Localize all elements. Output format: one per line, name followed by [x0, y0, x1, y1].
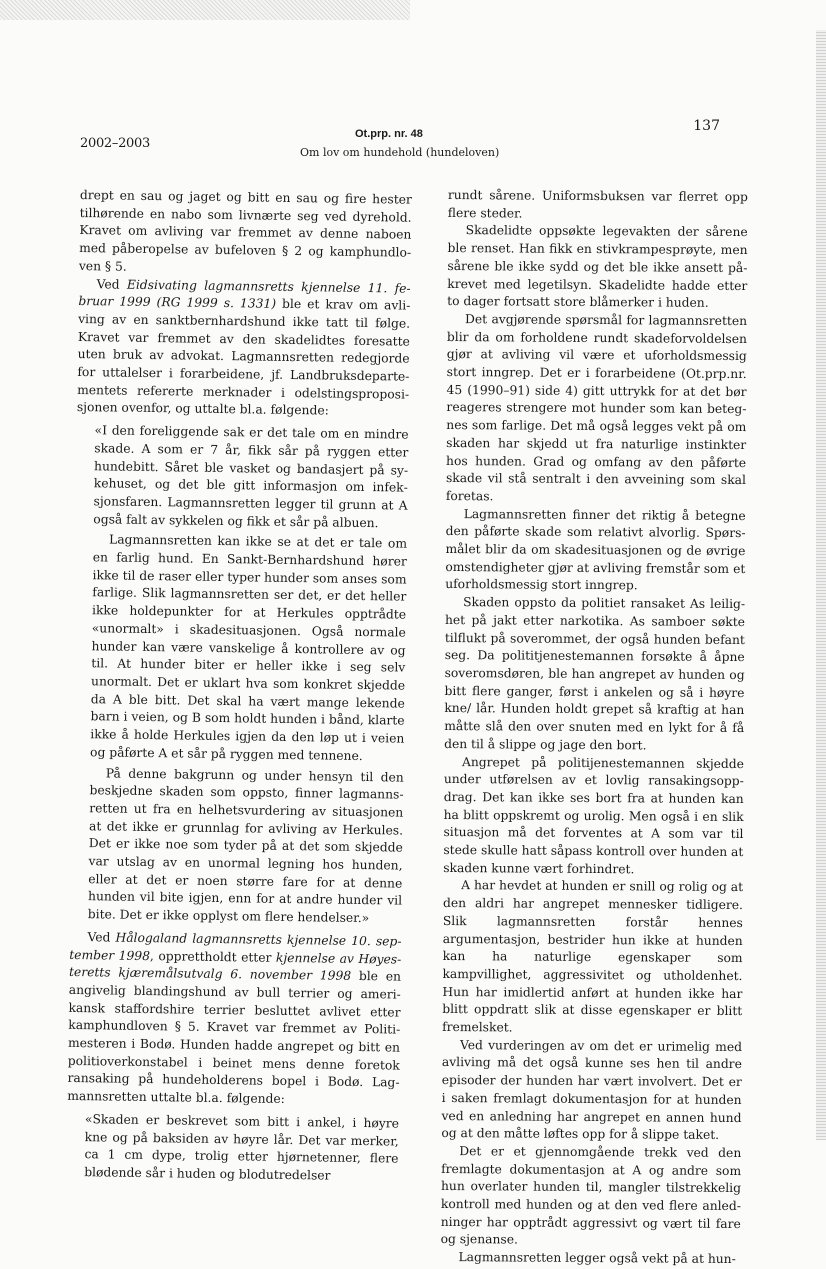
quote-paragraph: På denne bakgrunn og under hensyn til den beskjedne skaden som oppsto, finner lagmannsretten ut fra en helhetsvurdering av situasjonen at det ikke er grunnlag for avliving av Herkules. Det er ikke noe som tyder på at det som skjedde var utslag av en unormal legning hos hunden, eller at det er noen større fare for at denne hunden vil bite igjen, enn for at andre hunder vil bite. Det er ikke opplyst om flere hendelser.»: [87, 765, 404, 926]
paragraph: Lagmannsretten finner det riktig å betegne den påførte skade som relativt alvorlig. Spørsmålet blir da om skadesituasjonen og de øvrige omstendigheter gjør at avliving fremstår som et uforholdsmessig stort inngrep.: [445, 506, 746, 593]
paragraph: A har hevdet at hunden er snill og rolig og at den aldri har angrepet mennesker tidligere. Slik lagmannsretten forstår hennes argumentasjon, bestrider hun ikke at hunden kan ha naturlige egenskaper som kampvillighet, aggressivitet og utholdenhet. Hun har imidlertid anført at hunden ikke har blitt oppdratt slik at disse egenskaper er blitt fremelsket.: [442, 878, 744, 1035]
paragraph: Skadelidte oppsøkte legevakten der sårene ble renset. Han fikk en stivkrampesprøyte, men sårene ble ikke sydd og det ble ikke ansett påkrevet med legetilsyn. Skadelidte hadde etter to dager fortsatt store blåmerker i huden.: [447, 223, 748, 311]
right-column: [440, 187, 748, 1269]
paragraph: Ved Eidsivating lagmannsretts kjennelse 11. februar 1999 (RG 1999 s. 1331) ble et krav om avliving av en sanktbernhardshund ikke tatt til følge. Kravet var fremmet av den skadelidtes foresatte uten bruk av advokat. Lagmannsretten redegjorde for uttalelser i forarbeidene, jf. Landbruksdepartementets refererte merknader i odelstingsproposisjonen ovenfor, og uttalte bl.a. følgende:: [76, 276, 411, 418]
document-subtitle: Om lov om hundehold (hundeloven): [300, 146, 500, 159]
scan-edge-right: [816, 30, 826, 1140]
paragraph: Det er et gjennomgående trekk ved den fremlagte dokumentasjon at A og andre som hun overlater hunden til, mangler tilstrekkelig kontroll med hunden og at den ved flere anledninger har opptrådt aggressivt og vært til fare og sjenanse.: [440, 1144, 742, 1247]
paragraph: rundt sårene. Uniformsbuksen var flerret opp flere steder.: [447, 187, 748, 221]
paragraph: Det avgjørende spørsmål for lagmannsretten blir da om forholdene rundt skadeforvoldelsen gjør at avliving vil være et uforholdsmessig stort inngrep. Det er i forarbeidene (Ot.prp.nr. 45 (1990–91) side 4) gitt uttrykk for at det bør reageres strengere mot hunder som kan betegnes som farlige. Det må også legges vekt på om skaden har skjedd ut fra naturlige instinkter hos hunden. Grad og omfang av den påførte skade vil stå sentralt i den avveining som skal foretas.: [445, 312, 748, 504]
quote-paragraph: «Skaden er beskrevet som bitt i ankel, i høyre kne og på baksiden av høyre lår. Det var merker, ca 1 cm dype, trolig etter hjørnetenner, flere blødende sår i huden og blodutredelser: [84, 1112, 400, 1183]
paragraph: Skaden oppsto da politiet ransaket As leilighet på jakt etter narkotika. As samboer søkte tilflukt på soverommet, der også hunden befant seg. Da polititjenestemannen forsøkte å åpne soveromsdøren, ble han angrepet av hunden og bitt flere ganger, først i ankelen og så i høyre kne/ lår. Hunden holdt grepet så kraftig at han måtte slå den over snuten med en lykt for å få den til å slippe og jage den bort.: [444, 595, 746, 753]
scan-edge-top: [0, 0, 410, 20]
paragraph: Ved Hålogaland lagmannsretts kjennelse 10. september 1998, opprettholdt etter kjennelse av Høyesteretts kjæremålsutvalg 6. november 1998 ble en angivelig blandingshund av bull terrier og amerikansk staffordshire terrier besluttet avlivet etter kamphundloven § 5. Kravet var fremmet av Politimesteren i Bodø. Hunden hadde angrepet og bitt en politioverkonstabel i beinet mens denne foretok ransaking på hundeholderens bopel i Bodø. Lagmannsretten uttalte bl.a. følgende:: [67, 930, 402, 1107]
paragraph: Ved vurderingen av om det er urimelig med avliving må det også kunne ses hen til andre episoder der hunden har vært involvert. Det er i saken fremlagt dokumentasjon for at hunden ved en anledning har angrepet en annen hund og at den måtte løftes opp for å slippe taket.: [441, 1037, 743, 1143]
paragraph: Angrepet på politijenestemannen skjedde under utførelsen av et lovlig ransakingsoppdrag. Det kan ikke ses bort fra at hunden kan ha blitt oppskremt og urolig. Men også i en slik situasjon må det forventes at A som var til stede skulle hatt såpass kontroll over hunden at skaden kunne vært forhindret.: [443, 754, 745, 877]
paragraph: Lagmannsretten legger også vekt på at hun-: [458, 1250, 736, 1267]
quote-paragraph: «I den foreliggende sak er det tale om en mindre skade. A som er 7 år, fikk sår på ryggen etter hundebitt. Såret ble vasket og bandasjert på sykehuset, og det ble gitt informasjon om infeksjonsfaren. Lagmannsretten legger til grunn at A også falt av sykkelen og fikk et sår på albuen.: [93, 423, 409, 530]
page-number: 137: [693, 118, 720, 134]
document-title: Ot.prp. nr. 48: [355, 128, 423, 140]
page-header: [80, 118, 720, 178]
paragraph: drept en sau og jaget og bitt en sau og fire hester tilhørende en nabo som livnærte seg ved dyrehold. Kravet om avliving var fremmet av denne naboen med påberopelse av bufeloven § 2 og kamphundloven § 5.: [78, 187, 412, 274]
left-column: [66, 187, 412, 1189]
quote-paragraph: Lagmannsretten kan ikke se at det er tale om en farlig hund. En Sankt-Bernhardshund hører ikke til de raser eller typer hunder som anses som farlige. Slik lagmannsretten ser det, er det heller ikke holdepunkter for at Herkules opptrådte «unormalt» i skadesituasjonen. Også normale hunder kan være vanskelige å kontrollere av og til. At hunder biter er heller ikke i seg selv unormalt. Det er uklart hva som konkret skjedde da A ble bitt. Det skal ha vært mange lekende barn i veien, og B som holdt hunden i bånd, klarte ikke å holde Herkules igjen da den løp ut i veien og påførte A et sår på ryggen med tennene.: [90, 532, 408, 763]
document-year: 2002–2003: [80, 136, 150, 151]
